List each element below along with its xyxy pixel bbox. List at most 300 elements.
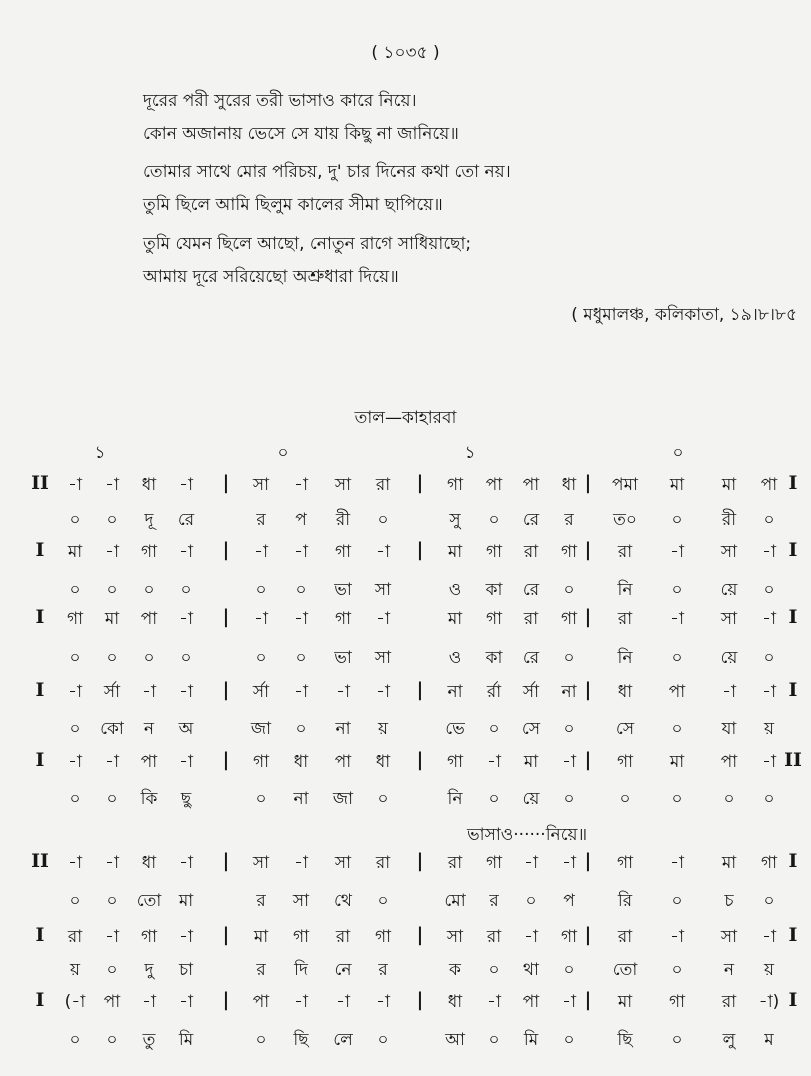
note: সা [720, 609, 738, 629]
lyric-syllable: ভে [445, 719, 465, 739]
note: সা [252, 853, 270, 873]
bar-line: I [788, 539, 798, 561]
lyric-syllable: য়ে [720, 580, 738, 600]
lyric-syllable: ০ [671, 1030, 683, 1050]
lyric-syllable: ন [143, 719, 155, 739]
lyric-syllable: রে [522, 510, 540, 530]
note: পা [140, 609, 158, 629]
lyric-syllable: প [563, 891, 575, 911]
lyric-syllable: রে [522, 580, 540, 600]
lyric-syllable: ০ [488, 510, 500, 530]
lyric-syllable: ০ [143, 648, 155, 668]
lyric-syllable: ০ [488, 960, 500, 980]
bar-line: | [222, 472, 230, 494]
lyric-row [0, 645, 811, 673]
lyric-syllable: দূ [144, 510, 154, 530]
note: গা [668, 992, 686, 1012]
lyric-syllable: লে [333, 1030, 353, 1050]
note: -া [294, 682, 308, 702]
note: -া [562, 752, 576, 772]
note: গা [446, 475, 464, 495]
lyric-syllable: ০ [106, 510, 118, 530]
lyric-syllable: য় [763, 719, 775, 739]
bar-line: II [31, 850, 49, 872]
lyric-syllable: রে [522, 648, 540, 668]
note: -া [105, 853, 119, 873]
note: ধা [617, 682, 633, 702]
note: -া [179, 682, 193, 702]
note: মা [253, 927, 269, 947]
lyric-syllable: কো [100, 719, 124, 739]
note: গা [760, 853, 778, 873]
bar-line: | [222, 989, 230, 1011]
lyric-syllable: ও [448, 580, 462, 600]
poem-line: আমায় দূরে সরিয়েছো অশ্রুধারা দিয়ে॥ [143, 267, 399, 287]
note: র্সা [522, 682, 540, 702]
note: -া [562, 992, 576, 1012]
lyric-syllable: ০ [180, 648, 192, 668]
lyric-syllable: ০ [563, 580, 575, 600]
note: ধা [293, 752, 309, 772]
note: পা [720, 752, 738, 772]
note: মা [669, 475, 685, 495]
note: মা [67, 542, 83, 562]
lyric-syllable: ০ [143, 580, 155, 600]
lyric-syllable: ০ [69, 891, 81, 911]
lyric-syllable: তু [142, 1030, 156, 1050]
lyric-syllable: না [335, 719, 351, 739]
lyric-syllable: ০ [255, 1030, 267, 1050]
bar-line: I [788, 606, 798, 628]
lyric-syllable: ০ [563, 719, 575, 739]
lyric-syllable: আ [445, 1030, 465, 1050]
note: পা [760, 475, 778, 495]
lyric-syllable: ০ [671, 789, 683, 809]
lyric-syllable: নি [617, 648, 633, 668]
lyric-syllable: তো [136, 891, 162, 911]
bar-line: | [416, 989, 424, 1011]
note: গা [616, 853, 634, 873]
bar-line: | [584, 606, 592, 628]
lyric-syllable: ০ [563, 648, 575, 668]
note: (-া [64, 992, 86, 1012]
lyric-syllable: ০ [671, 648, 683, 668]
lyric-syllable: ০ [106, 1030, 118, 1050]
note: রা [486, 927, 502, 947]
beat-marker: ০ [277, 443, 289, 463]
notation-row [0, 989, 811, 1017]
lyric-syllable: ০ [377, 510, 389, 530]
lyric-row [0, 577, 811, 605]
note: রা [523, 609, 539, 629]
note: গা [334, 609, 352, 629]
note: পা [334, 752, 352, 772]
lyric-syllable: মো [444, 891, 466, 911]
note: -া [376, 542, 390, 562]
lyric-syllable: ০ [69, 510, 81, 530]
note: রা [335, 927, 351, 947]
note: -া [68, 752, 82, 772]
beat-marker: ১ [94, 443, 106, 463]
note: গা [66, 609, 84, 629]
lyric-syllable: ০ [295, 648, 307, 668]
lyric-syllable: অ [178, 719, 194, 739]
lyric-syllable: জা [250, 719, 272, 739]
notation-row [0, 749, 811, 777]
note: -া [336, 682, 350, 702]
note: গা [485, 542, 503, 562]
note: রা [721, 992, 737, 1012]
bar-line: | [584, 472, 592, 494]
note: র্সা [252, 682, 270, 702]
note: -া [762, 752, 776, 772]
note: -া [722, 682, 736, 702]
lyric-syllable: ন [723, 960, 735, 980]
lyric-syllable: ছু [180, 789, 192, 809]
note: -া [68, 853, 82, 873]
lyric-syllable: রী [335, 510, 351, 530]
lyric-syllable: কি [140, 789, 158, 809]
lyric-syllable: ০ [525, 891, 537, 911]
note: পা [140, 752, 158, 772]
lyric-syllable: থে [334, 891, 352, 911]
bar-line: I [788, 850, 798, 872]
bar-line: I [35, 924, 45, 946]
lyric-row [0, 716, 811, 744]
note: -া [105, 475, 119, 495]
note: -া [762, 682, 776, 702]
lyric-syllable: য় [69, 960, 81, 980]
note: পমা [612, 475, 638, 495]
lyric-syllable: ০ [69, 648, 81, 668]
bar-line: | [584, 850, 592, 872]
note: পা [252, 992, 270, 1012]
lyric-syllable: ০ [69, 580, 81, 600]
lyric-syllable: রে [177, 510, 195, 530]
bar-line: | [222, 924, 230, 946]
bar-line: | [416, 749, 424, 771]
note: সা [334, 853, 352, 873]
lyric-syllable: য় [377, 719, 389, 739]
lyric-syllable: ০ [488, 1030, 500, 1050]
note: গা [374, 927, 392, 947]
note: ধা [141, 475, 157, 495]
lyric-syllable: য় [763, 960, 775, 980]
note: র্রা [486, 682, 502, 702]
lyric-syllable: র [564, 510, 574, 530]
note: -া [487, 992, 501, 1012]
lyric-syllable: সে [615, 719, 635, 739]
note: গা [292, 927, 310, 947]
page-number: ( ১০৩৫ ) [371, 43, 440, 63]
bar-line: I [35, 749, 45, 771]
note: মা [721, 853, 737, 873]
note: -া [562, 853, 576, 873]
note: র্সা [103, 682, 121, 702]
lyric-syllable: চ [724, 891, 734, 911]
note: -া [179, 752, 193, 772]
beat-markers [0, 440, 811, 464]
note: গা [560, 609, 578, 629]
lyric-syllable: র [256, 960, 266, 980]
note: গা [334, 542, 352, 562]
lyric-syllable: থা [523, 960, 539, 980]
bar-line: | [416, 472, 424, 494]
lyric-syllable: রী [721, 510, 737, 530]
bar-line: | [222, 679, 230, 701]
lyric-syllable: ০ [255, 789, 267, 809]
note: মা [669, 752, 685, 772]
lyric-syllable: ০ [671, 510, 683, 530]
lyric-syllable: ০ [671, 960, 683, 980]
note: -া [179, 475, 193, 495]
note: না [561, 682, 577, 702]
lyric-row [0, 1027, 811, 1055]
bar-line: I [35, 539, 45, 561]
lyric-syllable: নি [617, 580, 633, 600]
note: গা [560, 927, 578, 947]
bar-line: I [35, 679, 45, 701]
lyric-syllable: ০ [295, 719, 307, 739]
note: ধা [375, 752, 391, 772]
lyric-syllable: ০ [563, 1030, 575, 1050]
lyric-syllable: ০ [255, 648, 267, 668]
note: -া [524, 927, 538, 947]
lyric-syllable: ০ [488, 719, 500, 739]
bar-line: I [35, 989, 45, 1011]
bar-line: | [416, 924, 424, 946]
note: -া [376, 682, 390, 702]
beat-marker: ১ [464, 443, 476, 463]
note: মা [721, 475, 737, 495]
note: -া [142, 682, 156, 702]
note: -া [294, 542, 308, 562]
lyric-syllable: ০ [295, 580, 307, 600]
lyric-syllable: ০ [763, 510, 775, 530]
note: -া [376, 609, 390, 629]
lyric-row [0, 507, 811, 535]
lyric-syllable: ০ [763, 580, 775, 600]
notation-row [0, 472, 811, 500]
note: গা [560, 542, 578, 562]
lyric-row [0, 957, 811, 985]
note: -া [179, 542, 193, 562]
bar-line: | [584, 989, 592, 1011]
note: -া [487, 752, 501, 772]
lyric-syllable: লু [722, 1030, 736, 1050]
note: রা [617, 609, 633, 629]
note: মা [447, 542, 463, 562]
bar-line: II [784, 749, 802, 771]
lyric-syllable: র [378, 960, 388, 980]
note: -া [524, 853, 538, 873]
poem-line: তুমি যেমন ছিলে আছো, নোতুন রাগে সাধিয়াছো; [143, 234, 472, 254]
bar-line: | [222, 539, 230, 561]
poem-line: তুমি ছিলে আমি ছিলুম কালের সীমা ছাপিয়ে॥ [143, 195, 443, 215]
tala-title: তাল—কাহারবা [354, 408, 457, 428]
note: -া [179, 609, 193, 629]
note: -া [336, 992, 350, 1012]
bar-line: | [584, 539, 592, 561]
bar-line: I [788, 472, 798, 494]
lyric-syllable: চা [178, 960, 194, 980]
lyric-syllable: নি [447, 789, 463, 809]
note: রা [617, 542, 633, 562]
note: -া [294, 475, 308, 495]
lyric-syllable: দি [294, 960, 308, 980]
bar-line: | [584, 749, 592, 771]
source-citation: ( মধুমালঞ্চ, কলিকাতা, ১৯।৮।৮৫ [571, 305, 797, 325]
lyric-syllable: ক [449, 960, 461, 980]
lyric-syllable: সু [449, 510, 461, 530]
lyric-syllable: ০ [619, 789, 631, 809]
note: মা [617, 992, 633, 1012]
note: সা [720, 927, 738, 947]
lyric-syllable: ০ [671, 891, 683, 911]
note: পা [485, 475, 503, 495]
note: -া [762, 609, 776, 629]
lyric-syllable: সা [374, 648, 392, 668]
note: গা [616, 752, 634, 772]
bar-line: | [584, 679, 592, 701]
note: গা [140, 542, 158, 562]
note: -া [68, 682, 82, 702]
poem-line: তোমার সাথে মোর পরিচয়, দু' চার দিনের কথা তো নয়। [143, 162, 511, 182]
note: -া) [758, 992, 780, 1012]
note: -া [670, 609, 684, 629]
lyric-syllable: মি [523, 1030, 539, 1050]
lyric-syllable: যা [721, 719, 737, 739]
bar-line: | [416, 679, 424, 701]
lyric-syllable: ০ [377, 789, 389, 809]
lyric-syllable: তো [612, 960, 638, 980]
lyric-syllable: জা [332, 789, 354, 809]
note: ধা [447, 992, 463, 1012]
note: মা [523, 752, 539, 772]
lyric-syllable: না [293, 789, 309, 809]
lyric-syllable: র [489, 891, 499, 911]
lyric-syllable: ০ [763, 891, 775, 911]
bar-line: | [222, 749, 230, 771]
lyric-syllable: মি [178, 1030, 194, 1050]
lyric-syllable: কা [485, 580, 503, 600]
bar-line: I [35, 606, 45, 628]
lyric-syllable: ০ [69, 1030, 81, 1050]
lyric-syllable: সা [374, 580, 392, 600]
bar-line: I [788, 679, 798, 701]
note: রা [447, 853, 463, 873]
notation-row [0, 924, 811, 952]
note: পা [103, 992, 121, 1012]
poem-line: দূরের পরী সুরের তরী ভাসাও কারে নিয়ে। [143, 91, 417, 111]
note: রা [375, 853, 391, 873]
note: মা [104, 609, 120, 629]
note: সা [720, 542, 738, 562]
note: রা [67, 927, 83, 947]
beat-marker: ০ [672, 443, 684, 463]
lyric-syllable: সা [292, 891, 310, 911]
lyric-syllable: র [256, 510, 266, 530]
lyric-syllable: ০ [563, 960, 575, 980]
lyric-syllable: ভা [334, 648, 352, 668]
lyric-syllable: ০ [106, 960, 118, 980]
note: রা [375, 475, 391, 495]
lyric-row [0, 786, 811, 814]
note: -া [105, 752, 119, 772]
note: -া [68, 475, 82, 495]
notation-row [0, 539, 811, 567]
lyric-syllable: ও [448, 648, 462, 668]
lyric-syllable: ০ [671, 580, 683, 600]
bar-line: II [31, 472, 49, 494]
lyric-syllable: ম [764, 1030, 774, 1050]
note: -া [294, 609, 308, 629]
lyric-syllable: ০ [488, 789, 500, 809]
note: ধা [561, 475, 577, 495]
bar-line: | [584, 924, 592, 946]
lyric-syllable: মা [178, 891, 194, 911]
notation-row [0, 850, 811, 878]
note: -া [762, 927, 776, 947]
note: গা [252, 752, 270, 772]
note: গা [485, 609, 503, 629]
bar-line: I [788, 989, 798, 1011]
lyric-syllable: ছি [293, 1030, 309, 1050]
note: -া [142, 992, 156, 1012]
note: গা [446, 752, 464, 772]
note: রা [523, 542, 539, 562]
lyric-syllable: ০ [377, 891, 389, 911]
lyric-row [0, 888, 811, 916]
poem-line: কোন অজানায় ভেসে সে যায় কিছু না জানিয়ে॥ [143, 124, 459, 144]
lyric-syllable: ০ [763, 789, 775, 809]
note: -া [670, 853, 684, 873]
note: -া [179, 853, 193, 873]
note: মা [447, 609, 463, 629]
notation-row [0, 606, 811, 634]
lyric-syllable: নে [334, 960, 352, 980]
note: সা [334, 475, 352, 495]
notation-row [0, 679, 811, 707]
lyric-syllable: ছি [617, 1030, 633, 1050]
note: ধা [141, 853, 157, 873]
note: সা [252, 475, 270, 495]
lyric-syllable: রি [617, 891, 633, 911]
bar-line: | [222, 606, 230, 628]
note: -া [105, 927, 119, 947]
note: রা [617, 927, 633, 947]
lyric-syllable: ০ [671, 719, 683, 739]
lyric-syllable: ০ [723, 789, 735, 809]
note: -া [179, 927, 193, 947]
note: পা [522, 992, 540, 1012]
refrain-text: ভাসাও······নিয়ে॥ [467, 825, 588, 845]
note: পা [668, 682, 686, 702]
lyric-syllable: ০ [106, 789, 118, 809]
lyric-syllable: ০ [377, 1030, 389, 1050]
lyric-syllable: র [256, 891, 266, 911]
note: -া [105, 542, 119, 562]
lyric-syllable: প [295, 510, 307, 530]
note: -া [254, 542, 268, 562]
note: -া [762, 542, 776, 562]
lyric-syllable: ০ [69, 719, 81, 739]
bar-line: I [788, 924, 798, 946]
note: -া [179, 992, 193, 1012]
lyric-syllable: ০ [255, 580, 267, 600]
lyric-syllable: ০ [106, 580, 118, 600]
note: না [447, 682, 463, 702]
